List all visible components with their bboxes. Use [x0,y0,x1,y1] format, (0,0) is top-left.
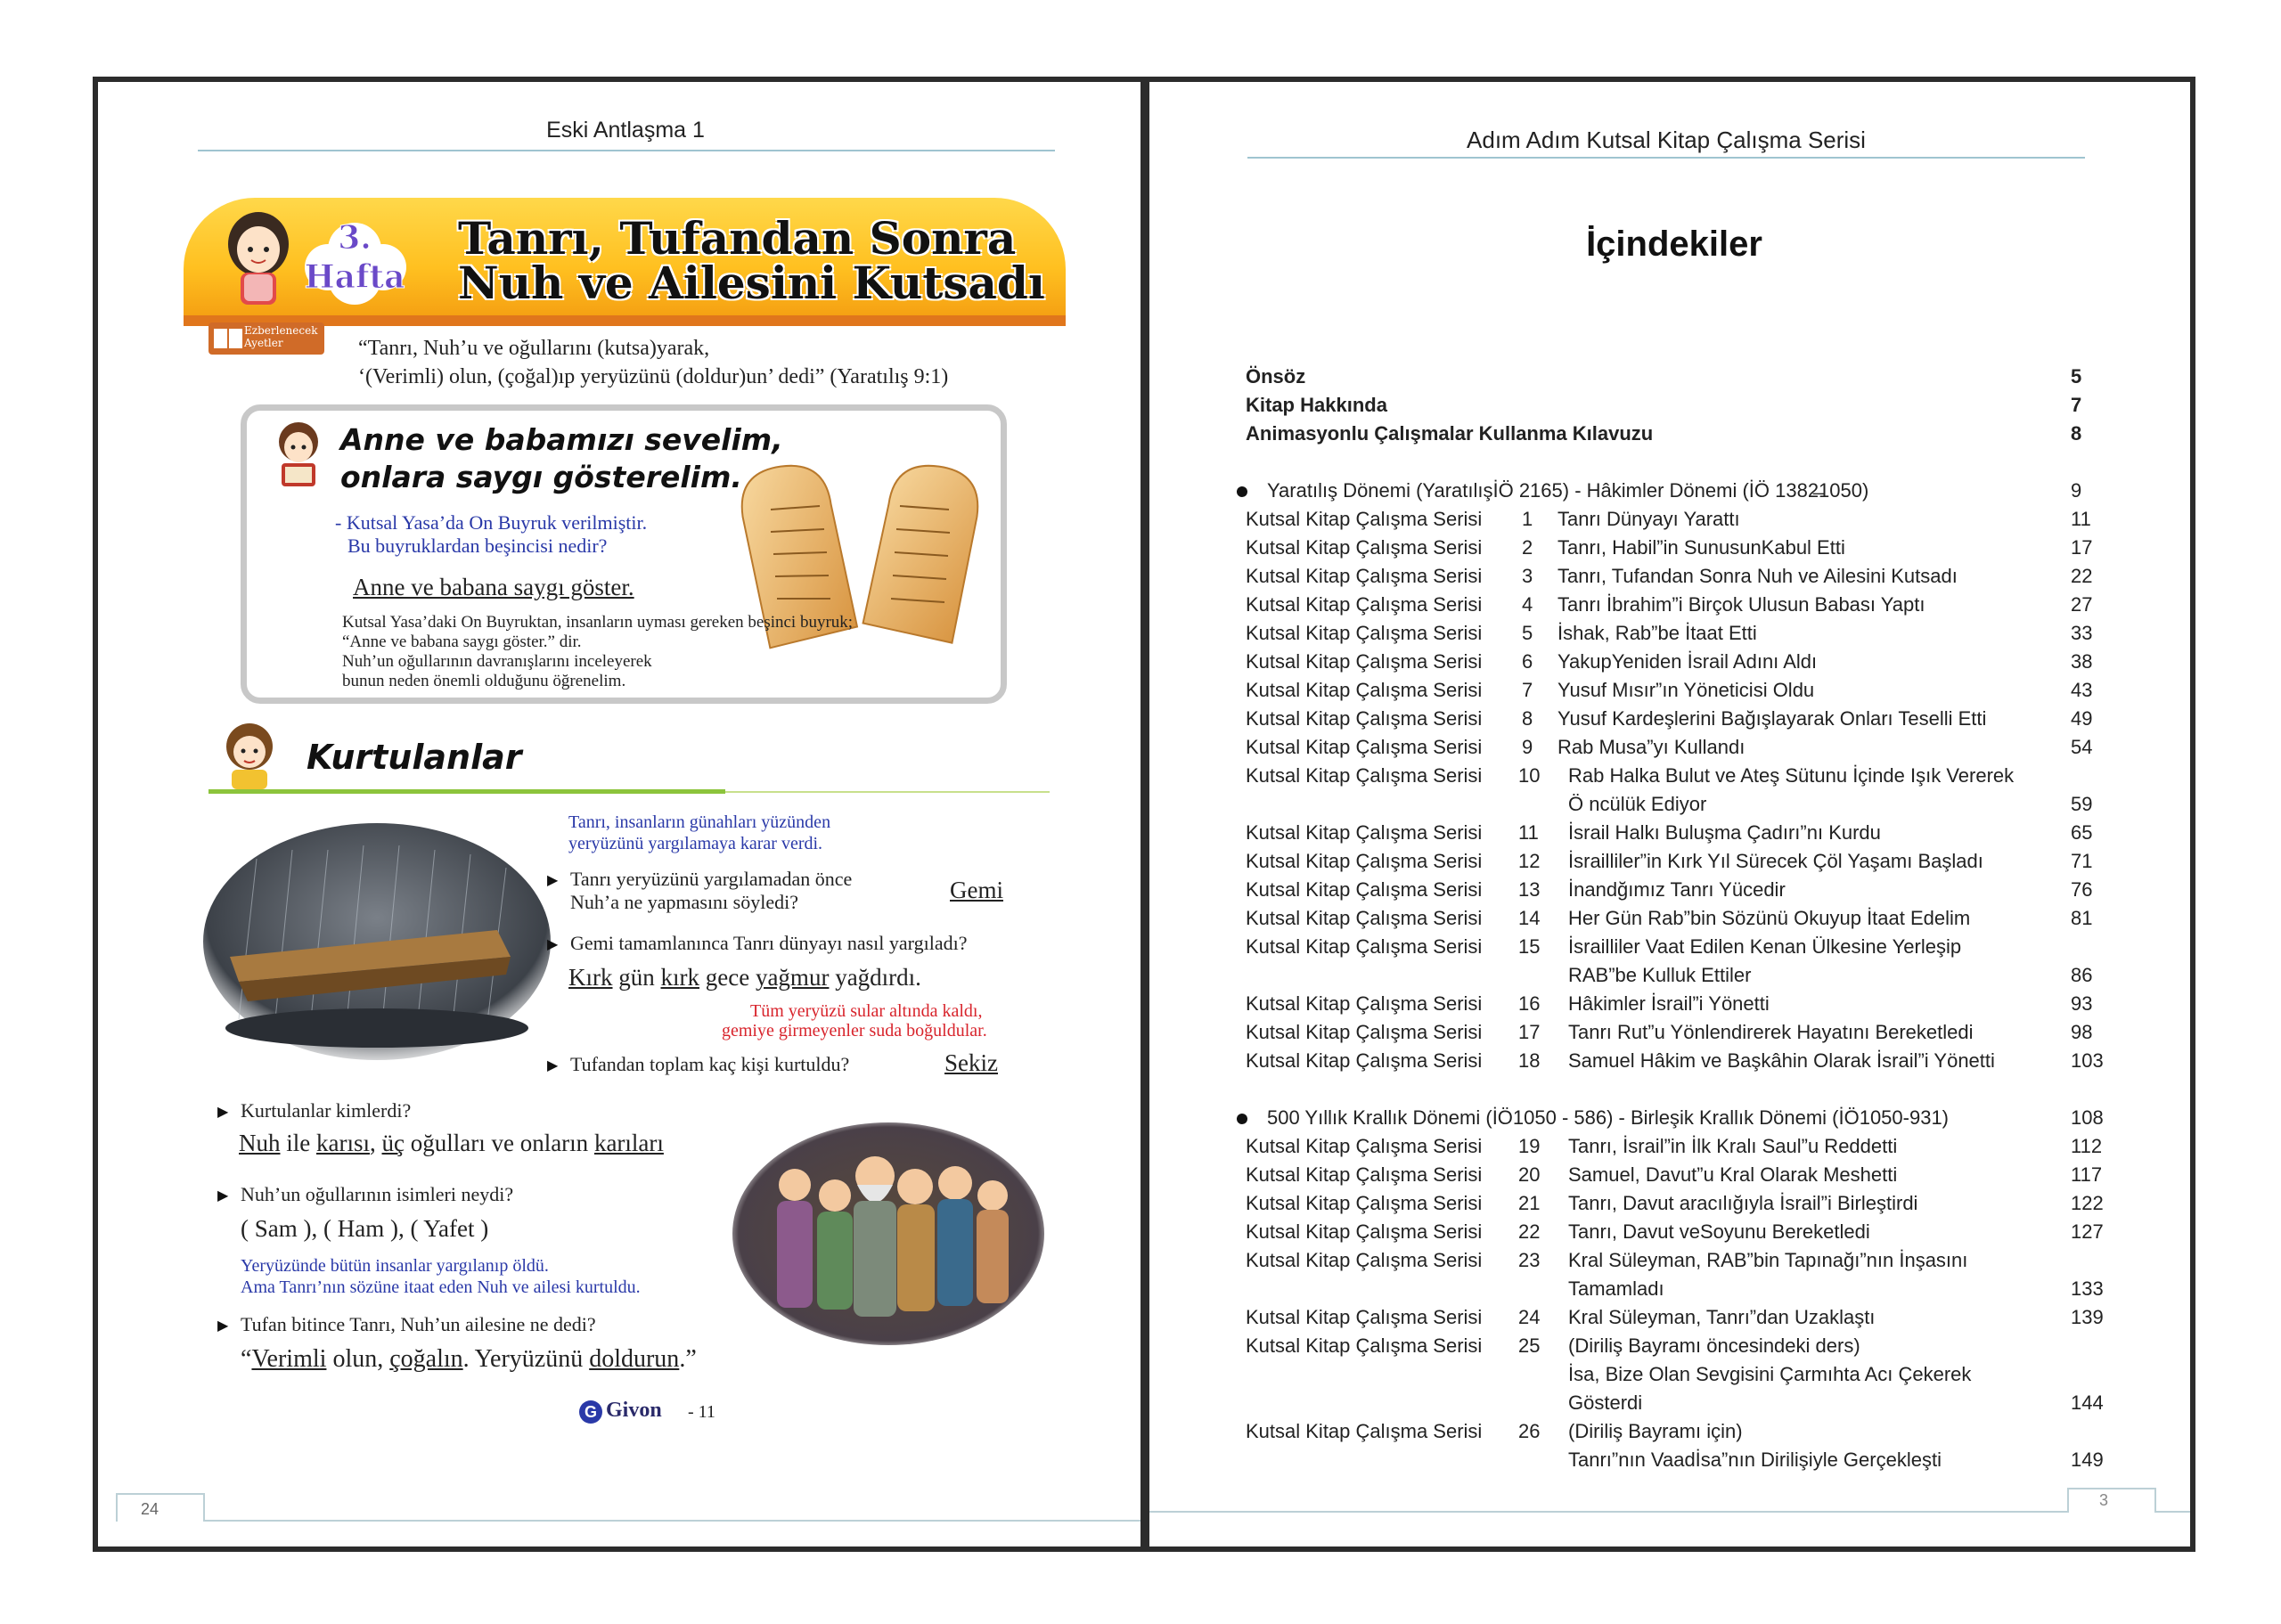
toc-series-number: 20 [1518,1163,1541,1186]
toc-series-number: 4 [1522,593,1533,616]
toc-entry[interactable] [1246,1192,2119,1220]
toc-entry-page: 86 [2071,964,2093,986]
toc-entry-title: Hâkimler İsrail”i Yönetti [1568,992,1770,1015]
question-6-answer: “Verimli olun, çoğalın. Yeryüzünü doldurun.” [241,1345,697,1373]
toc-entry-page: 98 [2071,1021,2093,1043]
toc-entry-page: 38 [2071,650,2093,673]
lesson-title-line-2: Nuh ve Ailesini Kutsadı [458,257,1045,309]
toc-entry-title: Rab Musa”yı Kullandı [1557,736,1745,758]
toc-entry-page: 59 [2071,793,2093,815]
toc-series-label: Kutsal Kitap Çalışma Serisi [1246,821,1483,844]
section-rule-extension [725,791,1050,793]
toc-series-number: 18 [1518,1049,1541,1072]
toc-entry-title: Tanrı, Davut aracılığıyla İsrail”i Birleştirdi [1568,1192,1918,1214]
toc-series-number: 17 [1518,1021,1541,1043]
toc-section-page: 108 [2071,1106,2104,1129]
toc-series-label: Kutsal Kitap Çalışma Serisi [1246,1220,1483,1243]
footer-rule-end [2156,1511,2195,1513]
box-note-line-2: “Anne ve babana saygı göster.” dir. [342,632,582,651]
box-note-line-1: Kutsal Yasa’daki On Buyruktan, insanların uyması gereken beşinci buyruk; [342,613,854,632]
running-head: Eski Antlaşma 1 [546,118,705,143]
toc-section-title: 500 Yıllık Krallık Dönemi (İÖ1050 - 586) - Birleşik Krallık Dönemi (İÖ1050-931) [1267,1106,1950,1129]
toc-entry-title: Tanrı, Habil”in SunusunKabul Etti [1557,536,1845,559]
toc-entry-title: Önsöz [1246,365,1306,388]
toc-entry[interactable] [1246,736,2119,764]
toc-entry-page: 5 [2071,365,2082,388]
toc-entry-title: İnandğımız Tanrı Yücedir [1568,878,1786,901]
toc-series-label: Kutsal Kitap Çalışma Serisi [1246,1135,1483,1157]
toc-entry-title: Tanrı, İsrail”in İlk Kralı Saul”u Reddetti [1568,1135,1898,1157]
toc-entry[interactable] [1246,821,2119,850]
toc-entry-title: Kitap Hakkında [1246,394,1387,416]
toc-entry-title-continued: Gösterdi [1568,1391,1643,1414]
toc-entry-page: 81 [2071,907,2093,929]
toc-entry[interactable] [1246,935,2119,964]
red-note-line-2: gemiye girmeyenler suda boğuldular. [722,1021,987,1041]
toc-entry[interactable] [1246,1021,2119,1049]
toc-entry-title: Tanrı Dünyayı Yarattı [1557,508,1740,530]
question-5-answer: ( Sam ), ( Ham ), ( Yafet ) [241,1215,489,1242]
toc-series-label: Kutsal Kitap Çalışma Serisi [1246,622,1483,644]
toc-section-title: Yaratılış Dönemi (YaratılışİÖ 2165) - Hâkimler Dönemi (İÖ 1382̶1050) [1267,479,1869,502]
question-2: ▶ Gemi tamamlanınca Tanrı dünyayı nasıl yargıladı? [570,932,967,955]
toc-series-number: 11 [1518,821,1539,844]
toc-series-label: Kutsal Kitap Çalışma Serisi [1246,536,1483,559]
toc-series-label: Kutsal Kitap Çalışma Serisi [1246,907,1483,929]
toc-entry-page: 17 [2071,536,2093,559]
toc-entry-title: Kral Süleyman, RAB”bin Tapınağı”nın İnşasını [1568,1249,1968,1271]
question-3-answer: Sekiz [944,1049,998,1076]
box-heading-line-1: Anne ve babamızı sevelim, [340,422,783,457]
box-question-line-1: - Kutsal Yasa’da On Buyruk verilmiştir. [335,511,648,534]
toc-series-number: 25 [1518,1334,1541,1357]
toc-entry-page: 7 [2071,394,2082,416]
toc-entry[interactable] [1246,508,2119,536]
toc-series-label: Kutsal Kitap Çalışma Serisi [1246,508,1483,530]
week-label: Hafta [304,258,405,296]
ark-storm-illustration [203,823,551,1060]
toc-entry-title-continued: Ö ncülük Ediyor [1568,793,1707,815]
question-1-line-1: ▶ Tanrı yeryüzünü yargılamadan önce [570,868,852,891]
toc-series-label: Kutsal Kitap Çalışma Serisi [1246,1306,1483,1328]
toc-series-label: Kutsal Kitap Çalışma Serisi [1246,850,1483,872]
question-4-answer: Nuh ile karısı, üç oğulları ve onların karıları [239,1130,664,1156]
question-6: ▶ Tufan bitince Tanrı, Nuh’un ailesine ne dedi? [241,1313,596,1336]
toc-entry-title: İsrail Halkı Buluşma Çadırı”nı Kurdu [1568,821,1881,844]
toc-series-number: 6 [1522,650,1533,673]
toc-entry-title-continued: RAB”be Kulluk Ettiler [1568,964,1752,986]
toc-series-label: Kutsal Kitap Çalışma Serisi [1246,593,1483,616]
toc-entry-title: İshak, Rab”be İtaat Etti [1557,622,1757,644]
toc-entry-page: 139 [2071,1306,2104,1328]
toc-entry-page: 27 [2071,593,2093,616]
toc-entry-page: 112 [2071,1135,2103,1157]
toc-entry-page: 117 [2071,1163,2103,1186]
toc-entry-page: 54 [2071,736,2093,758]
toc-series-label: Kutsal Kitap Çalışma Serisi [1246,565,1483,587]
toc-series-label: Kutsal Kitap Çalışma Serisi [1246,764,1483,787]
toc-entry-title: Samuel, Davut”u Kral Olarak Meshetti [1568,1163,1898,1186]
toc-entry-title: Her Gün Rab”bin Sözünü Okuyup İtaat Edelim [1568,907,1971,929]
toc-series-number: 3 [1522,565,1533,587]
toc-series-number: 13 [1518,878,1541,901]
toc-entry-page: 11 [2071,508,2091,530]
question-1-answer: Gemi [950,877,1003,903]
toc-series-number: 5 [1522,622,1533,644]
publisher-page: - 11 [688,1402,715,1422]
toc-entry-title: İsrailliler Vaat Edilen Kenan Ülkesine Yerleşip [1568,935,1962,958]
footer-rule [1149,1511,2069,1513]
toc-series-number: 23 [1518,1249,1541,1271]
toc-entry-title: Samuel Hâkim ve Başkâhin Olarak İsrail”i Yönetti [1568,1049,1995,1072]
toc-series-number: 21 [1518,1192,1541,1214]
toc-series-number: 19 [1518,1135,1541,1157]
week-badge [301,214,408,312]
toc-entry-page: 49 [2071,707,2093,730]
toc-entry[interactable] [1246,1163,2119,1192]
toc-series-label: Kutsal Kitap Çalışma Serisi [1246,707,1483,730]
toc-entry-title: Tanrı, Davut veSoyunu Bereketledi [1568,1220,1870,1243]
toc-series-number: 2 [1522,536,1533,559]
toc-entry[interactable] [1246,707,2119,736]
toc-entry-continued[interactable] [1246,1363,2119,1391]
toc-entry[interactable] [1246,679,2119,707]
toc-series-number: 24 [1518,1306,1541,1328]
memory-verse-label-2: Ayetler [244,337,283,349]
toc-entry-continued[interactable] [1246,1449,2119,1477]
publisher-name: Givon [606,1399,662,1422]
section-heading: Kurtulanlar [307,738,522,777]
toc-series-number: 9 [1522,736,1533,758]
toc-entry[interactable] [1246,1420,2119,1449]
toc-entry-page: 149 [2071,1449,2104,1471]
right-page [1146,77,2195,1552]
toc-series-label: Kutsal Kitap Çalışma Serisi [1246,935,1483,958]
memory-verse-line-1: “Tanrı, Nuh’u ve oğullarını (kutsa)yarak, [358,337,710,360]
toc-entry-title: Rab Halka Bulut ve Ateş Sütunu İçinde Işık Vererek [1568,764,2015,787]
child-thinking-icon [216,720,283,791]
toc-section-heading[interactable] [1246,479,2119,508]
section-rule [208,789,725,794]
toc-series-number: 12 [1518,850,1541,872]
toc-entry-title: Kral Süleyman, Tanrı”dan Uzaklaştı [1568,1306,1876,1328]
toc-entry-front-matter[interactable] [1246,365,2119,394]
toc-series-label: Kutsal Kitap Çalışma Serisi [1246,1192,1483,1214]
toc-entry-continued[interactable] [1246,964,2119,992]
toc-series-number: 26 [1518,1420,1541,1442]
toc-series-label: Kutsal Kitap Çalışma Serisi [1246,1420,1483,1442]
toc-series-number: 22 [1518,1220,1541,1243]
box-question-line-2: Bu buyruklardan beşincisi nedir? [347,535,608,557]
noah-family-illustration [732,1122,1044,1345]
toc-entry-title: Tanrı Rut”u Yönlendirerek Hayatını Bereketledi [1568,1021,1974,1043]
toc-series-number: 10 [1518,764,1541,787]
question-3: ▶ Tufandan toplam kaç kişi kurtuldu? [570,1053,849,1076]
question-1-line-2: Nuh’a ne yapmasını söyledi? [570,891,798,913]
box-heading-line-2: onlara saygı gösterelim. [340,460,742,494]
toc-entry-continued[interactable] [1246,1277,2119,1306]
toc-entry-page: 133 [2071,1277,2104,1300]
lesson-title-line-1: Tanrı, Tufandan Sonra [458,212,1017,265]
toc-series-label: Kutsal Kitap Çalışma Serisi [1246,650,1483,673]
boy-reading-icon [267,419,330,490]
toc-entry-title: Tanrı İbrahim”i Birçok Ulusun Babası Yaptı [1557,593,1925,616]
family-note-line-1: Yeryüzünde bütün insanlar yargılanıp öldü. [241,1256,549,1276]
toc-section-page: 9 [2071,479,2082,502]
toc-series-label: Kutsal Kitap Çalışma Serisi [1246,1021,1483,1043]
toc-series-label: Kutsal Kitap Çalışma Serisi [1246,679,1483,701]
toc-entry-continued[interactable] [1246,1391,2119,1420]
family-note-line-2: Ama Tanrı’nın sözüne itaat eden Nuh ve ailesi kurtuldu. [241,1277,641,1297]
toc-title: İçindekiler [1586,224,1762,264]
toc-entry-front-matter[interactable] [1246,422,2119,451]
toc-entry[interactable] [1246,565,2119,593]
toc-entry-title: Yusuf Mısır”ın Yöneticisi Oldu [1557,679,1815,701]
toc-series-label: Kutsal Kitap Çalışma Serisi [1246,1249,1483,1271]
toc-series-label: Kutsal Kitap Çalışma Serisi [1246,1163,1483,1186]
toc-entry[interactable] [1246,650,2119,679]
page-number: 3 [2099,1491,2109,1509]
question-4: ▶ Kurtulanlar kimlerdi? [241,1099,411,1122]
toc-entry[interactable] [1246,1135,2119,1163]
toc-series-label: Kutsal Kitap Çalışma Serisi [1246,878,1483,901]
toc-series-number: 16 [1518,992,1541,1015]
toc-entry-title: Animasyonlu Çalışmalar Kullanma Kılavuzu [1246,422,1654,445]
box-answer: Anne ve babana saygı göster. [353,574,634,600]
toc-entry-continued[interactable] [1246,793,2119,821]
toc-series-label: Kutsal Kitap Çalışma Serisi [1246,1049,1483,1072]
toc-entry-title: Tanrı, Tufandan Sonra Nuh ve Ailesini Kutsadı [1557,565,1958,587]
toc-entry-page: 71 [2071,850,2093,872]
memory-verse-tag [208,322,324,355]
girl-illustration-icon [214,207,303,314]
publisher-logo-icon: G [579,1400,602,1424]
story-note-line-1: Tanrı, insanların günahları yüzünden [568,812,831,832]
toc-entry-page: 33 [2071,622,2093,644]
toc-entry-page: 103 [2071,1049,2104,1072]
toc-entry-title: (Diriliş Bayramı öncesindeki ders) [1568,1334,1860,1357]
toc-entry-title-continued: Tanrı”nın Vaadİsa”nın Dirilişiyle Gerçekleşti [1568,1449,1942,1471]
footer-tab [116,1493,205,1522]
header-rule [1247,157,2085,159]
toc-entry-page: 127 [2071,1220,2104,1243]
toc-entry-page: 43 [2071,679,2093,701]
box-note-line-4: bunun neden önemli olduğunu öğrenelim. [342,672,626,690]
toc-series-label: Kutsal Kitap Çalışma Serisi [1246,736,1483,758]
toc-entry[interactable] [1246,622,2119,650]
toc-series-number: 8 [1522,707,1533,730]
book-icon [212,325,244,352]
toc-entry-page: 93 [2071,992,2093,1015]
toc-entry[interactable] [1246,1249,2119,1277]
toc-series-label: Kutsal Kitap Çalışma Serisi [1246,992,1483,1015]
toc-entry-page: 8 [2071,422,2082,445]
toc-series-number: 15 [1518,935,1541,958]
footer-rule [203,1520,1146,1522]
bullet-icon [1237,486,1247,497]
toc-series-number: 7 [1522,679,1533,701]
toc-entry[interactable] [1246,992,2119,1021]
toc-entry[interactable] [1246,536,2119,565]
question-2-answer: Kırk gün kırk gece yağmur yağdırdı. [568,964,921,991]
toc-entry[interactable] [1246,1334,2119,1363]
toc-entry[interactable] [1246,1306,2119,1334]
toc-entry[interactable] [1246,764,2119,793]
box-note-line-3: Nuh’un oğullarının davranışlarını inceleyerek [342,652,652,671]
toc-entry-title: YakupYeniden İsrail Adını Aldı [1557,650,1818,673]
toc-entry-page: 22 [2071,565,2093,587]
memory-verse-line-2: ‘(Verimli) olun, (çoğal)ıp yeryüzünü (doldur)un’ dedi” (Yaratılış 9:1) [358,365,949,388]
page-number: 24 [141,1500,159,1518]
running-head: Adım Adım Kutsal Kitap Çalışma Serisi [1467,126,1866,153]
toc-entry-page: 144 [2071,1391,2104,1414]
toc-entry[interactable] [1246,1220,2119,1249]
toc-entry-page: 122 [2071,1192,2104,1214]
toc-entry[interactable] [1246,593,2119,622]
toc-entry-title: (Diriliş Bayramı için) [1568,1420,1743,1442]
toc-entry[interactable] [1246,878,2119,907]
toc-entry-title: İsrailliler”in Kırk Yıl Sürecek Çöl Yaşamı Başladı [1568,850,1983,872]
left-page [93,77,1146,1552]
story-note-line-2: yeryüzünü yargılamaya karar verdi. [568,834,823,853]
header-rule [198,150,1055,151]
toc-entry-title-continued: İsa, Bize Olan Sevgisini Çarmıhta Acı Çekerek [1568,1363,1972,1385]
memory-verse-label-1: Ezberlenecek [244,324,318,337]
toc-entry-title: Yusuf Kardeşlerini Bağışlayarak Onları Teselli Etti [1557,707,1987,730]
question-5: ▶ Nuh’un oğullarının isimleri neydi? [241,1183,513,1206]
toc-entry[interactable] [1246,850,2119,878]
bullet-icon [1237,1114,1247,1124]
footer-tab [2067,1488,2156,1513]
toc-section-heading[interactable] [1246,1106,2119,1135]
toc-series-label: Kutsal Kitap Çalışma Serisi [1246,1334,1483,1357]
memory-verse-label [244,324,317,349]
toc-series-number: 14 [1518,907,1541,929]
toc-entry-page: 65 [2071,821,2093,844]
toc-entry[interactable] [1246,907,2119,935]
red-note-line-1: Tüm yeryüzü sular altında kaldı, [750,1001,983,1021]
toc-entry-title-continued: Tamamladı [1568,1277,1664,1300]
toc-series-number: 1 [1522,508,1533,530]
week-number: 3. [338,219,372,257]
toc-entry-page: 76 [2071,878,2093,901]
toc-entry-front-matter[interactable] [1246,394,2119,422]
toc-entry[interactable] [1246,1049,2119,1078]
